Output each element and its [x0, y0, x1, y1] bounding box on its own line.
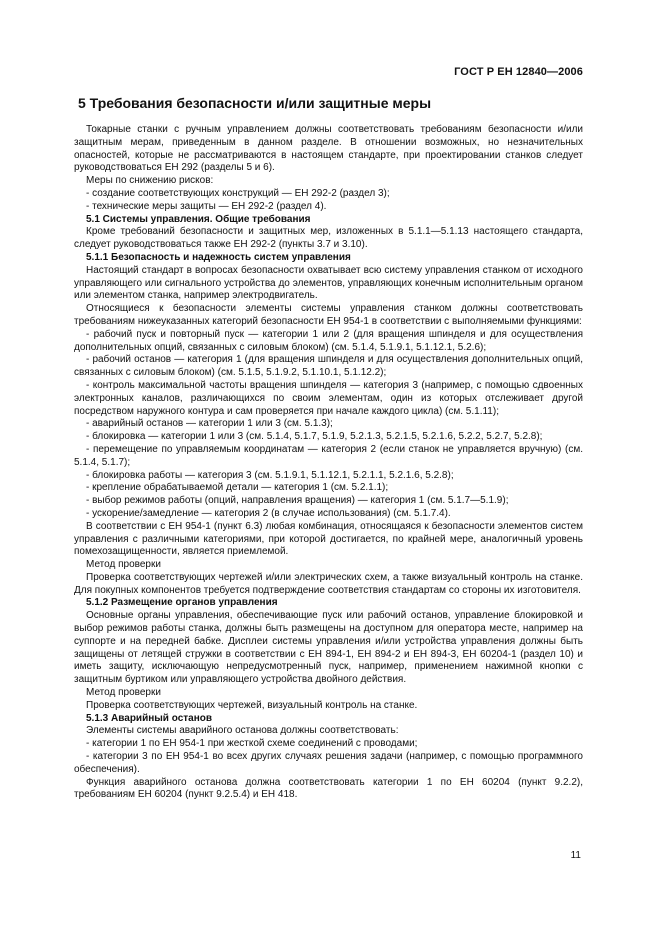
page-number: 11: [570, 850, 581, 861]
subsection-heading: 5.1.2 Размещение органов управления: [86, 597, 278, 609]
standard-header: ГОСТ Р ЕН 12840—2006: [454, 66, 583, 78]
paragraph: Настоящий стандарт в вопросах безопасности охватывает всю систему управления станком от исходного управляющего или сигнального устройства до элементов, управляющих конечным исполнительным органом или элементом станка, например электродвигатель.: [74, 264, 583, 302]
paragraph: Проверка соответствующих чертежей и/или электрических схем, а также визуальный контроль на станке. Для покупных компонентов требуется подтверждение соответствия стандартам со стороны их изготовителя.: [74, 571, 583, 596]
paragraph: - контроль максимальной частоты вращения шпинделя — категория 3 (например, с помощью сдвоенных электронных каналов, различающихся по своим элементам, один из которых отслеживает другой посредством наружного контура и сам проверяется при начале каждого цикла) (см. 5.1.11);: [74, 379, 583, 417]
list-item: - технические меры защиты — ЕН 292-2 (раздел 4).: [86, 200, 327, 212]
list-item: - создание соответствующих конструкций — ЕН 292-2 (раздел 3);: [86, 187, 390, 199]
body-text: [74, 124, 583, 802]
paragraph: Относящиеся к безопасности элементы системы управления станком должны соответствовать требованиям нижеуказанных категорий безопасности ЕН 954-1 в соответствии с выполняемыми функциями:: [74, 303, 583, 327]
paragraph: Проверка соответствующих чертежей, визуальный контроль на станке.: [86, 699, 418, 711]
paragraph: Метод проверки: [86, 559, 161, 571]
paragraph: - рабочий останов — категория 1 (для вращения шпинделя и для осуществления дополнительных опций, связанных с силовым блоком) (см. 5.1.5, 5.1.9.2, 5.1.10.1, 5.1.12.2);: [74, 354, 583, 379]
subsection-heading: 5.1.1 Безопасность и надежность систем управления: [86, 251, 351, 263]
subsection-heading: 5.1 Системы управления. Общие требования: [86, 213, 311, 225]
paragraph: Токарные станки с ручным управлением должны соответствовать требованиям безопасности и/или защитным мерам, приведенным в данном разделе. В отношении возможных, но незначительных опасностей, которые не рассматриваются в настоящем стандарте, при проектировании станков следует руководствоваться ЕН 292 (разделы 5 и 6).: [74, 124, 583, 174]
paragraph: Меры по снижению рисков:: [86, 175, 214, 187]
list-item: - блокировка — категории 1 или 3 (см. 5.1.4, 5.1.7, 5.1.9, 5.2.1.3, 5.2.1.5, 5.2.1.6, 5.2.2, 5.2.7, 5.2.8);: [86, 431, 543, 443]
list-item: - ускорение/замедление — категория 2 (в случае использования) (см. 5.1.7.4).: [86, 507, 451, 519]
paragraph: Функция аварийного останова должна соответствовать категории 1 по ЕН 60204 (пункт 9.2.2), требованиям ЕН 60204 (пункт 9.2.5.4) и ЕН 418.: [74, 776, 583, 801]
list-item: - категории 1 по ЕН 954-1 при жесткой схеме соединений с проводами;: [86, 738, 418, 750]
list-item: - крепление обрабатываемой детали — категория 1 (см. 5.2.1.1);: [86, 482, 389, 494]
paragraph: - перемещение по управляемым координатам — категория 2 (если станок не управляется вручную) (см. 5.1.4, 5.1.7);: [74, 443, 583, 468]
list-item: - аварийный останов — категории 1 или 3 (см. 5.1.3);: [86, 418, 333, 430]
paragraph: Элементы системы аварийного останова должны соответствовать:: [86, 725, 399, 737]
subsection-heading: 5.1.3 Аварийный останов: [86, 712, 213, 724]
section-title: 5 Требования безопасности и/или защитные меры: [78, 95, 432, 111]
paragraph: Основные органы управления, обеспечивающие пуск или рабочий останов, управление блокировкой и выбор режимов работы станка, должны быть размещены на доступном для оператора месте, например на суппорте и на передней бабке. Дисплеи системы управления и/или устройства управления должны быть защищены от летящей стружки в соответствии с ЕН 894-1, ЕН 894-2 и ЕН 894-3, ЕН 60204-1 (раздел 10) и иметь защиту, исключающую непредусмотренный пуск, например, применением нажимной кнопки с защитным буртиком или управляющего устройства двойного действия.: [74, 610, 583, 686]
paragraph: Кроме требований безопасности и защитных мер, изложенных в 5.1.1—5.1.13 настоящего стандарта, следует руководствоваться также ЕН 292-2 (пункты 3.7 и 3.10).: [74, 226, 583, 251]
list-item: - выбор режимов работы (опций, направления вращения) — категория 1 (см. 5.1.7—5.1.9);: [86, 495, 509, 507]
list-item: - блокировка работы — категория 3 (см. 5.1.9.1, 5.1.12.1, 5.2.1.1, 5.2.1.6, 5.2.8);: [86, 469, 454, 481]
paragraph: - категории 3 по ЕН 954-1 во всех других случаях решения задачи (например, с помощью программного обеспечения).: [74, 751, 583, 775]
paragraph: - рабочий пуск и повторный пуск — категории 1 или 2 (для вращения шпинделя и для осуществления дополнительных опций, связанных с силовым блоком) (см. 5.1.4, 5.1.9.1, 5.1.12.1, 5.2.6);: [74, 328, 583, 353]
paragraph: Метод проверки: [86, 687, 161, 699]
paragraph: В соответствии с ЕН 954-1 (пункт 6.3) любая комбинация, относящаяся к безопасности элементов систем управления с различными категориями, при которой достигается, по крайней мере, аналогичный уровень помехозащищенности, является приемлемой.: [74, 520, 583, 558]
